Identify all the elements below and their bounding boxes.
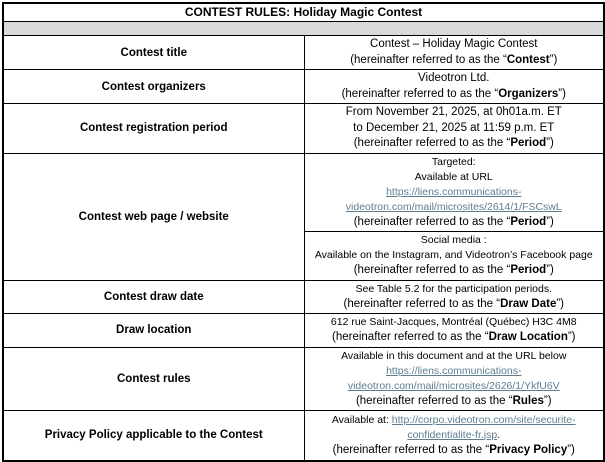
row-contest-rules bbox=[3, 347, 604, 411]
ref-prefix: (hereinafter referred to as the “ bbox=[341, 87, 499, 100]
ref-suffix: ”) bbox=[546, 215, 554, 228]
ref-suffix: ”) bbox=[543, 394, 552, 407]
contest-organizers-label: Contest organizers bbox=[3, 70, 304, 104]
ref-prefix: (hereinafter referred to as the “ bbox=[353, 137, 511, 149]
row-draw-location bbox=[3, 314, 604, 348]
grey-band bbox=[3, 22, 604, 36]
social-heading: Social media : bbox=[420, 234, 487, 246]
defined-term: Period bbox=[510, 137, 547, 149]
row-draw-date bbox=[3, 280, 604, 314]
privacy-url-line bbox=[309, 413, 600, 443]
rules-ref bbox=[309, 394, 600, 410]
privacy-policy-value bbox=[304, 411, 604, 461]
web-page-label: Contest web page / website bbox=[3, 153, 304, 280]
ref-suffix: ”) bbox=[546, 137, 554, 149]
contest-title-value bbox=[304, 36, 604, 70]
ref-prefix: (hereinafter referred to as the “ bbox=[353, 264, 511, 276]
rules-url-line bbox=[309, 364, 600, 394]
social-ref bbox=[309, 263, 600, 279]
ref-prefix: (hereinafter referred to as the “ bbox=[332, 443, 490, 456]
row-contest-organizers bbox=[3, 70, 604, 104]
targeted-url-link[interactable]: https://liens.communications-videotron.com/mail/microsites/2614/1/FSCswL bbox=[345, 185, 562, 213]
registration-period-label: Contest registration period bbox=[3, 104, 304, 154]
web-page-targeted-value bbox=[304, 153, 604, 232]
draw-date-value bbox=[304, 280, 604, 314]
registration-line1: From November 21, 2025, at 0h01a.m. ET bbox=[345, 106, 562, 118]
registration-line2: to December 21, 2025 at 11:59 p.m. ET bbox=[353, 121, 555, 134]
ref-prefix: (hereinafter referred to as the “ bbox=[353, 215, 511, 228]
privacy-url-link[interactable]: http://corpo.videotron.com/site/securite-confidentialite-fr.jsp bbox=[391, 413, 576, 441]
draw-location-text: 612 rue Saint-Jacques, Montréal (Québec) H3C 4M8 bbox=[330, 316, 577, 328]
draw-location-ref bbox=[309, 330, 600, 346]
defined-term: Period bbox=[510, 215, 547, 228]
contest-rules-value bbox=[304, 347, 604, 411]
contest-title-ref bbox=[309, 53, 600, 69]
defined-term: Rules bbox=[512, 394, 544, 407]
privacy-period-text: . bbox=[497, 428, 501, 441]
defined-term: Draw Location bbox=[488, 331, 568, 343]
draw-date-text: See Table 5.2 for the participation periods. bbox=[355, 282, 553, 295]
contest-title-text: Contest – Holiday Magic Contest bbox=[370, 38, 538, 50]
table-title: CONTEST RULES: Holiday Magic Contest bbox=[3, 3, 604, 22]
row-registration-period bbox=[3, 104, 604, 154]
defined-term: Contest bbox=[506, 53, 550, 66]
spacer-row bbox=[3, 22, 604, 36]
organizers-ref bbox=[309, 87, 600, 103]
draw-date-label: Contest draw date bbox=[3, 280, 304, 314]
defined-term: Privacy Policy bbox=[489, 443, 568, 456]
social-text: Available on the Instagram, and Videotron’s Facebook page bbox=[314, 249, 593, 261]
targeted-ref bbox=[309, 215, 600, 231]
targeted-available-text: Available at URL bbox=[414, 170, 493, 183]
targeted-heading: Targeted: bbox=[431, 155, 476, 168]
draw-date-ref bbox=[309, 297, 600, 313]
ref-suffix: ”) bbox=[558, 87, 566, 100]
ref-suffix: ”) bbox=[567, 443, 575, 456]
contest-title-label: Contest title bbox=[3, 36, 304, 70]
defined-term: Period bbox=[510, 264, 547, 276]
privacy-available-text: Available at: bbox=[331, 413, 392, 426]
draw-location-value bbox=[304, 314, 604, 348]
ref-suffix: ”) bbox=[546, 264, 554, 276]
web-page-social-value bbox=[304, 232, 604, 281]
privacy-ref bbox=[309, 443, 600, 459]
registration-period-value bbox=[304, 104, 604, 154]
row-privacy-policy bbox=[3, 411, 604, 461]
ref-suffix: ”) bbox=[567, 331, 576, 343]
targeted-url-line bbox=[309, 185, 600, 215]
contest-organizers-value bbox=[304, 70, 604, 104]
privacy-policy-label: Privacy Policy applicable to the Contest bbox=[3, 411, 304, 461]
row-web-page-targeted bbox=[3, 153, 604, 232]
defined-term: Draw Date bbox=[500, 297, 557, 310]
table-header-row bbox=[3, 3, 604, 22]
contest-rules-label: Contest rules bbox=[3, 347, 304, 411]
ref-suffix: ”) bbox=[549, 53, 558, 66]
defined-term: Organizers bbox=[498, 87, 559, 100]
organizers-text: Videotron Ltd. bbox=[418, 72, 490, 84]
ref-prefix: (hereinafter referred to as the “ bbox=[343, 297, 501, 310]
registration-ref bbox=[309, 136, 600, 152]
contest-rules-table bbox=[2, 2, 605, 462]
ref-prefix: (hereinafter referred to as the “ bbox=[355, 394, 513, 407]
ref-prefix: (hereinafter referred to as the “ bbox=[350, 53, 507, 66]
draw-location-label: Draw location bbox=[3, 314, 304, 348]
rules-url-link[interactable]: https://liens.communications-videotron.com/mail/microsites/2626/1/YkfU6V bbox=[347, 364, 560, 392]
ref-prefix: (hereinafter referred to as the “ bbox=[332, 331, 489, 343]
row-contest-title bbox=[3, 36, 604, 70]
ref-suffix: ”) bbox=[556, 297, 565, 310]
rules-available-text: Available in this document and at the URL below bbox=[341, 349, 567, 362]
